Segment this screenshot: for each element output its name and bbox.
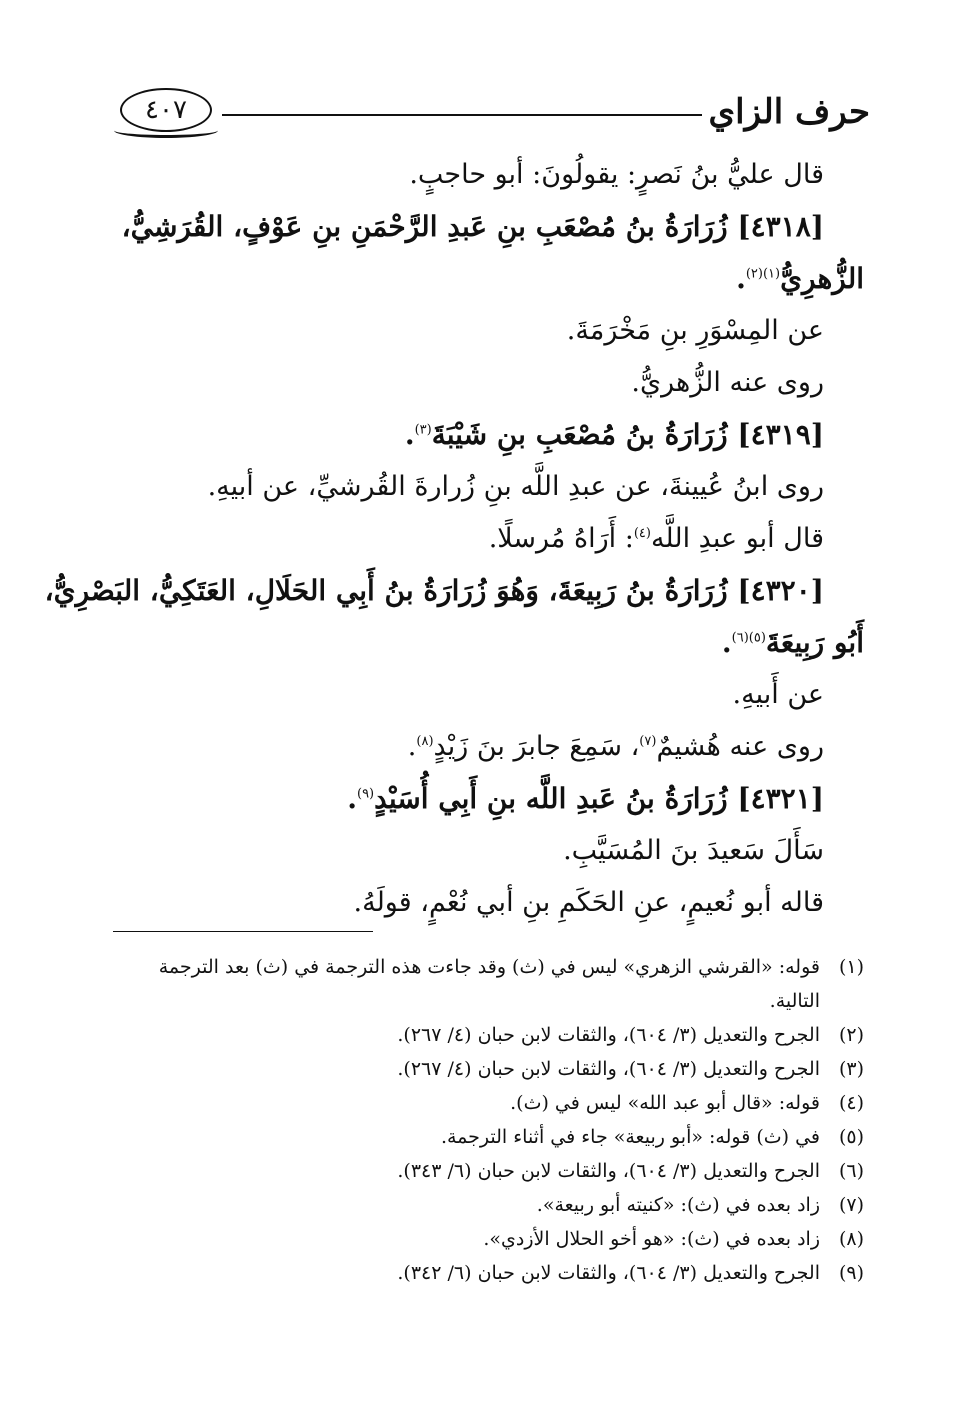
- footnote-number: (٨): [838, 1228, 864, 1250]
- footnote-number: (٧): [838, 1194, 864, 1216]
- footnote-ref: (٨): [416, 734, 434, 749]
- footnote: [104, 1154, 864, 1188]
- footnote-text: زاد بعده في (ث): «كنيته أبو ربيعة».: [536, 1194, 820, 1216]
- header-rule: [222, 114, 702, 116]
- footnote: [104, 1120, 864, 1154]
- footnote-text: الجرح والتعديل (٣/ ٦٠٤)، والثقات لابن حبان (٦/ ٣٤٢).: [397, 1262, 820, 1284]
- text-line: [104, 150, 864, 202]
- footnote-text: في (ث) قوله: «أبو ربيعة» جاء في أثناء الترجمة.: [440, 1126, 820, 1148]
- footnote-number: (٣): [838, 1058, 864, 1080]
- footnote-text: الجرح والتعديل (٣/ ٦٠٤)، والثقات لابن حبان (٦/ ٣٤٣).: [397, 1160, 820, 1182]
- line-text-tail: .: [407, 731, 417, 762]
- footnote: [104, 1086, 864, 1120]
- line-text-tail: .: [347, 782, 357, 815]
- footnote: [104, 1018, 864, 1052]
- footnote-number: (٥): [838, 1126, 864, 1148]
- footnote-number: (٢): [838, 1024, 864, 1046]
- footnote-ref: (٤): [633, 526, 651, 541]
- entry-heading: [104, 202, 864, 254]
- footnote: [104, 1222, 864, 1256]
- footnote-ref: (٧): [639, 734, 657, 749]
- footnote-text: الجرح والتعديل (٣/ ٦٠٤)، والثقات لابن حبان (٤/ ٢٦٧).: [397, 1058, 820, 1080]
- line-text: روى عنه الزُّهريُّ.: [631, 367, 824, 398]
- text-line: [104, 722, 864, 774]
- footnote-number: (٩): [838, 1262, 864, 1284]
- footnote: [104, 1256, 864, 1290]
- entry-heading: [104, 618, 864, 670]
- footnote: [104, 1052, 864, 1086]
- line-text: [٤٣٢٠] زُرَارَةُ بنُ رَبِيعَةَ، وَهُوَ زُرَارَةُ بنُ أَبِي الحَلَالِ، العَتَكِيُّ، البَصْرِيُّ،: [44, 574, 824, 607]
- line-text-tail: : أَرَاهُ مُرسلًا.: [488, 523, 634, 554]
- footnote: [104, 1188, 864, 1222]
- footnote-number: (٤): [838, 1092, 864, 1114]
- line-text: روى عنه هُشيمٌ: [656, 731, 824, 762]
- line-text: قاله أبو نُعيمٍ، عنِ الحَكَمِ بنِ أبي نُعْمٍ، قولَهُ.: [353, 887, 824, 918]
- line-text: سَأَلَ سَعيدَ بنَ المُسَيَّبِ.: [563, 835, 824, 866]
- line-text-tail: ، سَمِعَ جابرَ بنَ زَيْدٍ: [433, 731, 640, 762]
- footnote-text: قوله: «قال أبو عبد الله» ليس في (ث).: [510, 1092, 820, 1114]
- footnote-separator: [113, 931, 373, 932]
- footnote-text: قوله: «القرشي الزهري» ليس في (ث) وقد جاءت هذه الترجمة في (ث) بعد الترجمة التالية.: [158, 956, 820, 1012]
- page-header: [110, 88, 870, 146]
- footnotes: [104, 950, 864, 1290]
- footnote-text: زاد بعده في (ث): «هو أخو الحلال الأزدي».: [483, 1228, 820, 1250]
- line-text: أَبُو رَبِيعَةَ: [765, 626, 864, 659]
- line-text-tail: .: [736, 262, 746, 295]
- main-text: [44, 150, 864, 930]
- text-line: [104, 358, 864, 410]
- footnote: [104, 950, 864, 1018]
- entry-heading: [104, 410, 864, 462]
- page-number: ٤٠٧: [120, 88, 212, 132]
- line-text: قال عليُّ بنُ نَصرٍ: يقولُونَ: أبو حاجبٍ.: [409, 159, 824, 190]
- entry-heading: [104, 254, 864, 306]
- footnote-ref: (٣): [414, 422, 432, 438]
- footnote-number: (٦): [838, 1160, 864, 1182]
- line-text-tail: .: [721, 626, 732, 659]
- footnote-ref: (٥)(٦): [731, 630, 766, 646]
- text-line: [104, 670, 864, 722]
- entry-heading: [44, 566, 864, 618]
- footnote-ref: (٩): [356, 786, 375, 802]
- line-text: عن المِسْوَرِ بنِ مَخْرَمَةَ.: [566, 315, 824, 346]
- line-text: [٤٣١٩] زُرَارَةُ بنُ مُصْعَبِ بنِ شَيْبَةَ: [431, 418, 824, 451]
- line-text: روى ابنُ عُيينةَ، عن عبدِ اللَّه بنِ زُرارةَ القُرشيِّ، عن أبيهِ.: [207, 471, 824, 502]
- footnote-ref: (١)(٢): [745, 266, 781, 282]
- line-text-tail: .: [404, 418, 415, 451]
- line-text: عن أَبيهِ.: [732, 679, 824, 710]
- text-line: [104, 878, 864, 930]
- entry-heading: [104, 774, 864, 826]
- line-text: قال أبو عبدِ اللَّه: [650, 523, 824, 554]
- line-text: الزُّهرِيُّ: [780, 262, 864, 295]
- line-text: [٤٣٢١] زُرَارَةُ بنُ عَبدِ اللَّه بنِ أَبِي أُسَيْدٍ: [374, 782, 824, 815]
- footnote-text: الجرح والتعديل (٣/ ٦٠٤)، والثقات لابن حبان (٤/ ٢٦٧).: [397, 1024, 820, 1046]
- line-text: [٤٣١٨] زُرَارَةُ بنُ مُصْعَبِ بنِ عَبدِ الرَّحْمَنِ بنِ عَوْفٍ، القُرَشِيُّ،: [121, 210, 824, 243]
- text-line: [104, 306, 864, 358]
- text-line: [104, 826, 864, 878]
- text-line: [104, 514, 864, 566]
- text-line: [104, 462, 864, 514]
- running-title: حرف الزاي: [708, 92, 870, 132]
- footnote-number: (١): [838, 956, 864, 978]
